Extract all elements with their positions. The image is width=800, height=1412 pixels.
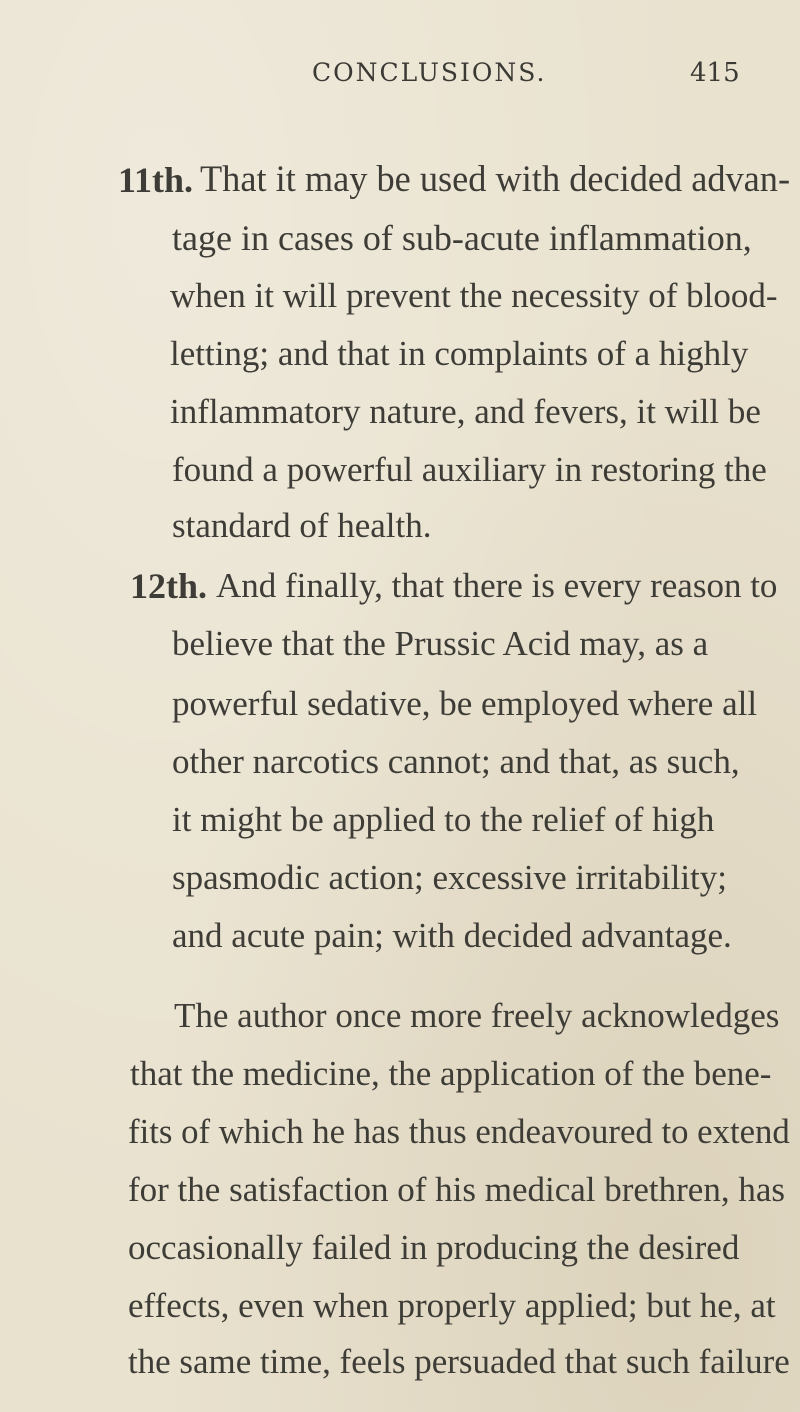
text-line: for the satisfaction of his medical brethren, has <box>128 1170 786 1209</box>
text-line: found a powerful auxiliary in restoring the <box>172 450 767 489</box>
text-line: That it may be used with decided advan- <box>200 159 791 200</box>
running-head <box>0 58 800 98</box>
text-line: when it will prevent the necessity of blood- <box>170 276 778 315</box>
text-line: effects, even when properly applied; but he, at <box>128 1286 776 1325</box>
running-title: CONCLUSIONS. <box>312 58 547 87</box>
text-line: inflammatory nature, and fevers, it will be <box>170 392 761 431</box>
text-line: believe that the Prussic Acid may, as a <box>172 624 709 663</box>
text-line: fits of which he has thus endeavoured to extend <box>128 1112 790 1151</box>
text-line: The author once more freely acknowledges <box>174 996 780 1035</box>
text-line: standard of health. <box>172 506 432 545</box>
text-line: tage in cases of sub-acute inflammation, <box>172 218 752 258</box>
item-number: 11th. <box>118 160 194 200</box>
text-line: occasionally failed in producing the desired <box>128 1228 740 1267</box>
text-line: that the medicine, the application of the bene- <box>130 1054 772 1093</box>
page-number: 415 <box>690 58 740 88</box>
text-line: powerful sedative, be employed where all <box>172 684 758 723</box>
text-line: And finally, that there is every reason to <box>216 566 778 605</box>
item-number: 12th. <box>130 566 208 606</box>
text-line: the same time, feels persuaded that such failure <box>128 1342 790 1381</box>
text-line: and acute pain; with decided advantage. <box>172 916 732 955</box>
text-line: it might be applied to the relief of high <box>172 800 715 839</box>
text-line: spasmodic action; excessive irritability; <box>172 858 727 897</box>
text-line: other narcotics cannot; and that, as such, <box>172 742 740 781</box>
text-line: letting; and that in complaints of a highly <box>170 334 749 373</box>
